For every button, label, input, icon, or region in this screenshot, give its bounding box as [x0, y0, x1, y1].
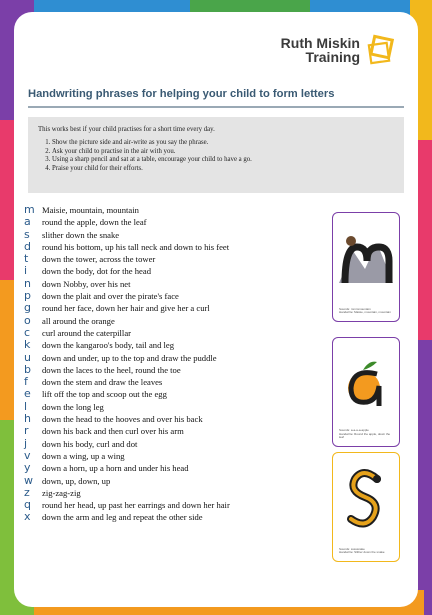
phrase-text: down his body, curl and dot	[42, 438, 138, 449]
phrase-letter: i	[24, 264, 28, 278]
phrase-text: down the stem and draw the leaves	[42, 377, 163, 388]
instruction-step: 1. Show the picture side and air-write as you say the phrase.	[52, 139, 394, 146]
phrase-letter: v	[24, 448, 31, 462]
phrase-letter: r	[24, 424, 29, 438]
brand	[281, 34, 396, 66]
phrase-row	[22, 449, 337, 461]
instruction-step: 2. Ask your child to practise in the air with you.	[52, 148, 394, 155]
phrase-row	[22, 203, 337, 215]
phrase-text: slither down the snake	[42, 229, 120, 240]
phrase-text: lift off the top and scoop out the egg	[42, 389, 167, 400]
brand-logo-icon	[366, 34, 396, 66]
phrase-letter: f	[24, 375, 28, 389]
phrase-row	[22, 474, 337, 486]
phrase-row	[22, 215, 337, 227]
phrase-letter: e	[24, 387, 31, 401]
card-caption: Sounds: sssssnake Handwrite: Slither down the snake	[339, 546, 385, 555]
picture-card-s	[332, 452, 400, 562]
instructions-box	[28, 117, 404, 193]
instruction-step: 3. Using a sharp pencil and sat at a table, encourage your child to have a go.	[52, 156, 394, 163]
phrase-letter: n	[24, 276, 31, 290]
phrase-row	[22, 228, 337, 240]
phrase-letter: g	[24, 301, 31, 315]
phrase-row	[22, 498, 337, 510]
phrase-row	[22, 264, 337, 276]
phrase-letter: z	[24, 485, 30, 499]
phrase-text: round the apple, down the leaf	[42, 217, 147, 228]
phrase-text: down the arm and leg and repeat the other side	[42, 512, 203, 523]
phrase-text: down the plait and over the pirate's face	[42, 291, 179, 302]
brand-name: Ruth Miskin Training	[280, 35, 360, 65]
phrase-text: all around the orange	[42, 315, 115, 326]
phrase-letter: s	[24, 227, 30, 241]
phrase-text: zig-zag-zig	[42, 487, 81, 498]
picture-card-m	[332, 212, 400, 322]
instructions-list	[38, 139, 394, 172]
phrase-text: down the kangaroo's body, tail and leg	[42, 340, 175, 351]
page-title: Handwriting phrases for helping your child to form letters	[28, 88, 404, 108]
phrase-row	[22, 252, 337, 264]
phrase-text: down the long leg	[42, 401, 104, 412]
phrase-row	[22, 412, 337, 424]
phrase-row	[22, 277, 337, 289]
phrase-text: down his back and then curl over his arm	[42, 426, 184, 437]
phrase-row	[22, 326, 337, 338]
phrase-letter: a	[24, 215, 31, 229]
phrase-row	[22, 363, 337, 375]
phrase-row	[22, 351, 337, 363]
phrase-letter: w	[24, 473, 33, 487]
phrase-text: down a wing, up a wing	[42, 450, 125, 461]
phrase-text: round her head, up past her earrings and down her hair	[42, 500, 230, 511]
card-caption: Sounds: mmmmountain Handwrite: Maisie, mountain, mountain	[339, 306, 391, 315]
phrase-text: round his bottom, up his tall neck and down to his feet	[42, 241, 230, 252]
phrase-letter: t	[24, 252, 29, 266]
phrase-row	[22, 510, 337, 522]
phrase-row	[22, 289, 337, 301]
phrase-letter: x	[24, 510, 31, 524]
phrase-letter: k	[24, 338, 31, 352]
apple-picture-icon	[337, 346, 395, 416]
phrase-letter: y	[24, 461, 31, 475]
phrase-text: Maisie, mountain, mountain	[42, 205, 139, 215]
phrase-row	[22, 314, 337, 326]
phrase-text: down the body, dot for the head	[42, 266, 151, 277]
instructions-intro: This works best if your child practises for a short time every day.	[38, 126, 215, 133]
phrase-text: down the head to the hooves and over his back	[42, 414, 203, 425]
phrase-letter: h	[24, 412, 31, 426]
phrase-list	[22, 203, 337, 523]
phrase-text: down and under, up to the top and draw the puddle	[42, 352, 217, 363]
phrase-letter: p	[24, 289, 31, 303]
phrase-row	[22, 240, 337, 252]
footer-contact: 7 Sandy's Row | London | E1 7HW | 01275 331 230 | ruthmiskin.com	[110, 592, 334, 599]
phrase-letter: j	[24, 436, 28, 450]
phrase-text: down, up, down, up	[42, 475, 111, 486]
phrase-row	[22, 424, 337, 436]
phrase-text: round her face, down her hair and give her a curl	[42, 303, 210, 314]
phrase-letter: u	[24, 350, 31, 364]
phrase-letter: q	[24, 498, 31, 512]
phrase-row	[22, 301, 337, 313]
phrase-text: down the laces to the heel, round the toe	[42, 364, 181, 375]
phrase-text: down Nobby, over his net	[42, 278, 131, 289]
phrase-row	[22, 387, 337, 399]
phrase-text: down a horn, up a horn and under his head	[42, 463, 189, 474]
picture-card-a	[332, 337, 400, 447]
snake-picture-icon	[337, 461, 395, 535]
phrase-letter: b	[24, 362, 31, 376]
phrase-text: curl around the caterpillar	[42, 327, 131, 338]
phrase-row	[22, 461, 337, 473]
mountain-picture-icon	[337, 221, 395, 291]
phrase-row	[22, 375, 337, 387]
phrase-letter: c	[24, 325, 31, 339]
phrase-letter: d	[24, 239, 31, 253]
instruction-step: 4. Praise your child for their efforts.	[52, 165, 394, 172]
phrase-row	[22, 437, 337, 449]
phrase-row	[22, 400, 337, 412]
phrase-letter: o	[24, 313, 31, 327]
phrase-row	[22, 338, 337, 350]
phrase-letter: l	[24, 399, 28, 413]
card-caption: Sounds: a-a-a-a-apple Handwrite: Round the apple, down the leaf	[339, 428, 391, 440]
phrase-text: down the tower, across the tower	[42, 254, 156, 265]
phrase-row	[22, 486, 337, 498]
worksheet-card	[14, 12, 418, 607]
phrase-letter: m	[24, 203, 35, 216]
